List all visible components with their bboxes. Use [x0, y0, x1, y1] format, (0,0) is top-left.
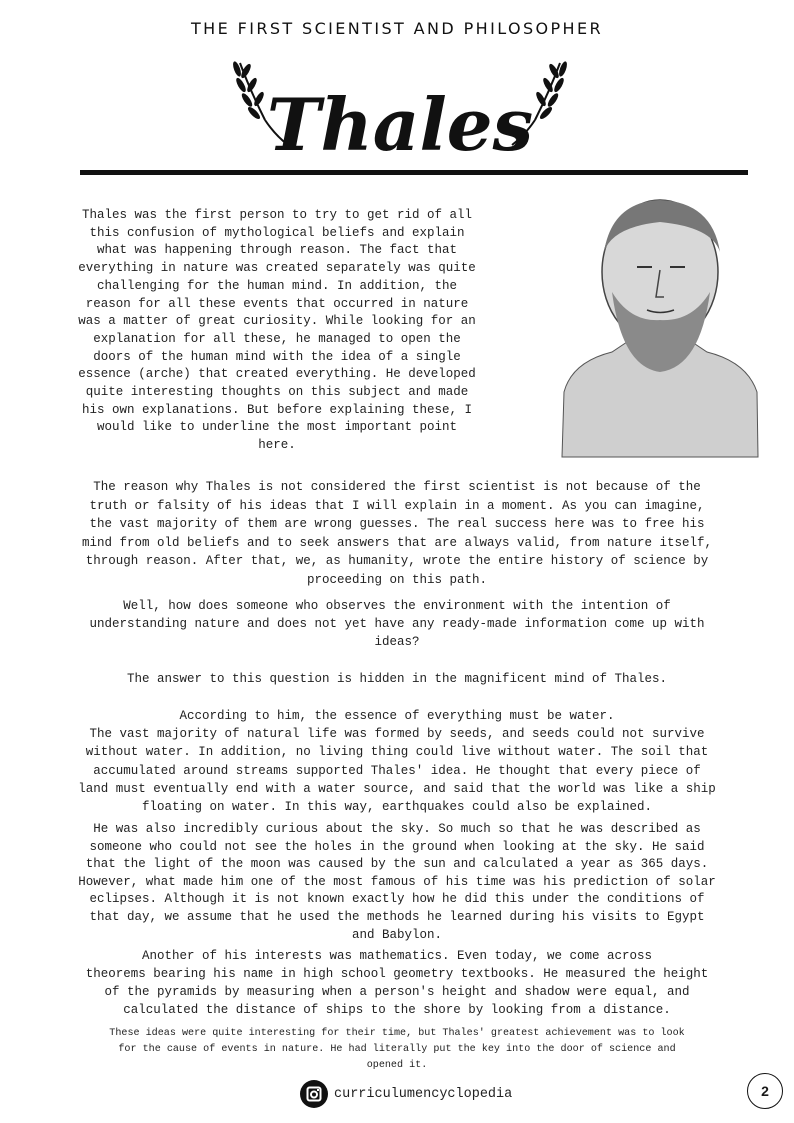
answer-paragraph: The answer to this question is hidden in the magnificent mind of Thales. — [126, 672, 668, 686]
title-divider — [80, 170, 748, 175]
title-block — [220, 55, 580, 170]
social-handle — [300, 1080, 512, 1108]
water-paragraph: According to him, the essence of everything must be water. The vast majority of natural life was formed by seeds, and seeds could not survive without water. In addition, no living thing could live without water. The soil that accumulated around streams supported Thales' idea. He thought that every piece of land must eventually end with a water source, and said that the world was like a ship floating on water. In this way, earthquakes could also be explained. — [78, 709, 716, 815]
page-number: 2 — [747, 1073, 783, 1109]
page-kicker: THE FIRST SCIENTIST AND PHILOSOPHER — [191, 19, 603, 38]
instagram-icon — [300, 1080, 328, 1108]
sky-paragraph: He was also incredibly curious about the sky. So much so that he was described as someone who could not see the holes in the ground when looking at the sky. He said that the light of the moon was caused by the sun and calculated a year as 365 days. However, what made him one of the most famous of his time was his prediction of solar eclipses. Although it is not known exactly how he did this under the conditions of that day, we assume that he used the methods he learned during his visits to Egypt and Babylon. — [78, 822, 716, 942]
math-paragraph: Another of his interests was mathematics. Even today, we come across theorems bearing his name in high school geometry textbooks. He measured the height of the pyramids by measuring when a person's height and shadow were equal, and calculated the distance of ships to the shore by looking from a distance. — [85, 949, 709, 1017]
body-paragraph: The reason why Thales is not considered the first scientist is not because of the truth or falsity of his ideas that I will explain in a moment. As you can imagine, the vast majority of them are wrong guesses. The real success here was to free his mind from old beliefs and to seek answers that are always valid, from nature itself, through reason. After that, we, as humanity, wrote the entire history of science by proceeding on this path. — [81, 480, 713, 587]
thales-bust-image — [552, 192, 767, 467]
question-paragraph: Well, how does someone who observes the environment with the intention of understanding nature and does not yet have any ready-made information come up with ideas? — [89, 599, 705, 650]
intro-paragraph: Thales was the first person to try to get rid of all this confusion of mythological beliefs and explain what was happening through reason. The fact that everything in nature was created separately was quite challenging for the human mind. In addition, the reason for all these events that occurred in nature was a matter of great curiosity. While looking for an explanation for all these, he managed to open the doors of the human mind with the idea of a single essence (arche) that created everything. He developed quite interesting thoughts on this subject and made his own explanations. But before explaining these, I would like to underline the most important point here. — [78, 208, 476, 453]
conclusion-paragraph: These ideas were quite interesting for their time, but Thales' greatest achievement was to look for the cause of events in nature. He had literally put the key into the door of science and opened it. — [109, 1028, 685, 1071]
page-title: Thales — [266, 82, 534, 167]
instagram-handle: curriculumencyclopedia — [334, 1086, 513, 1102]
